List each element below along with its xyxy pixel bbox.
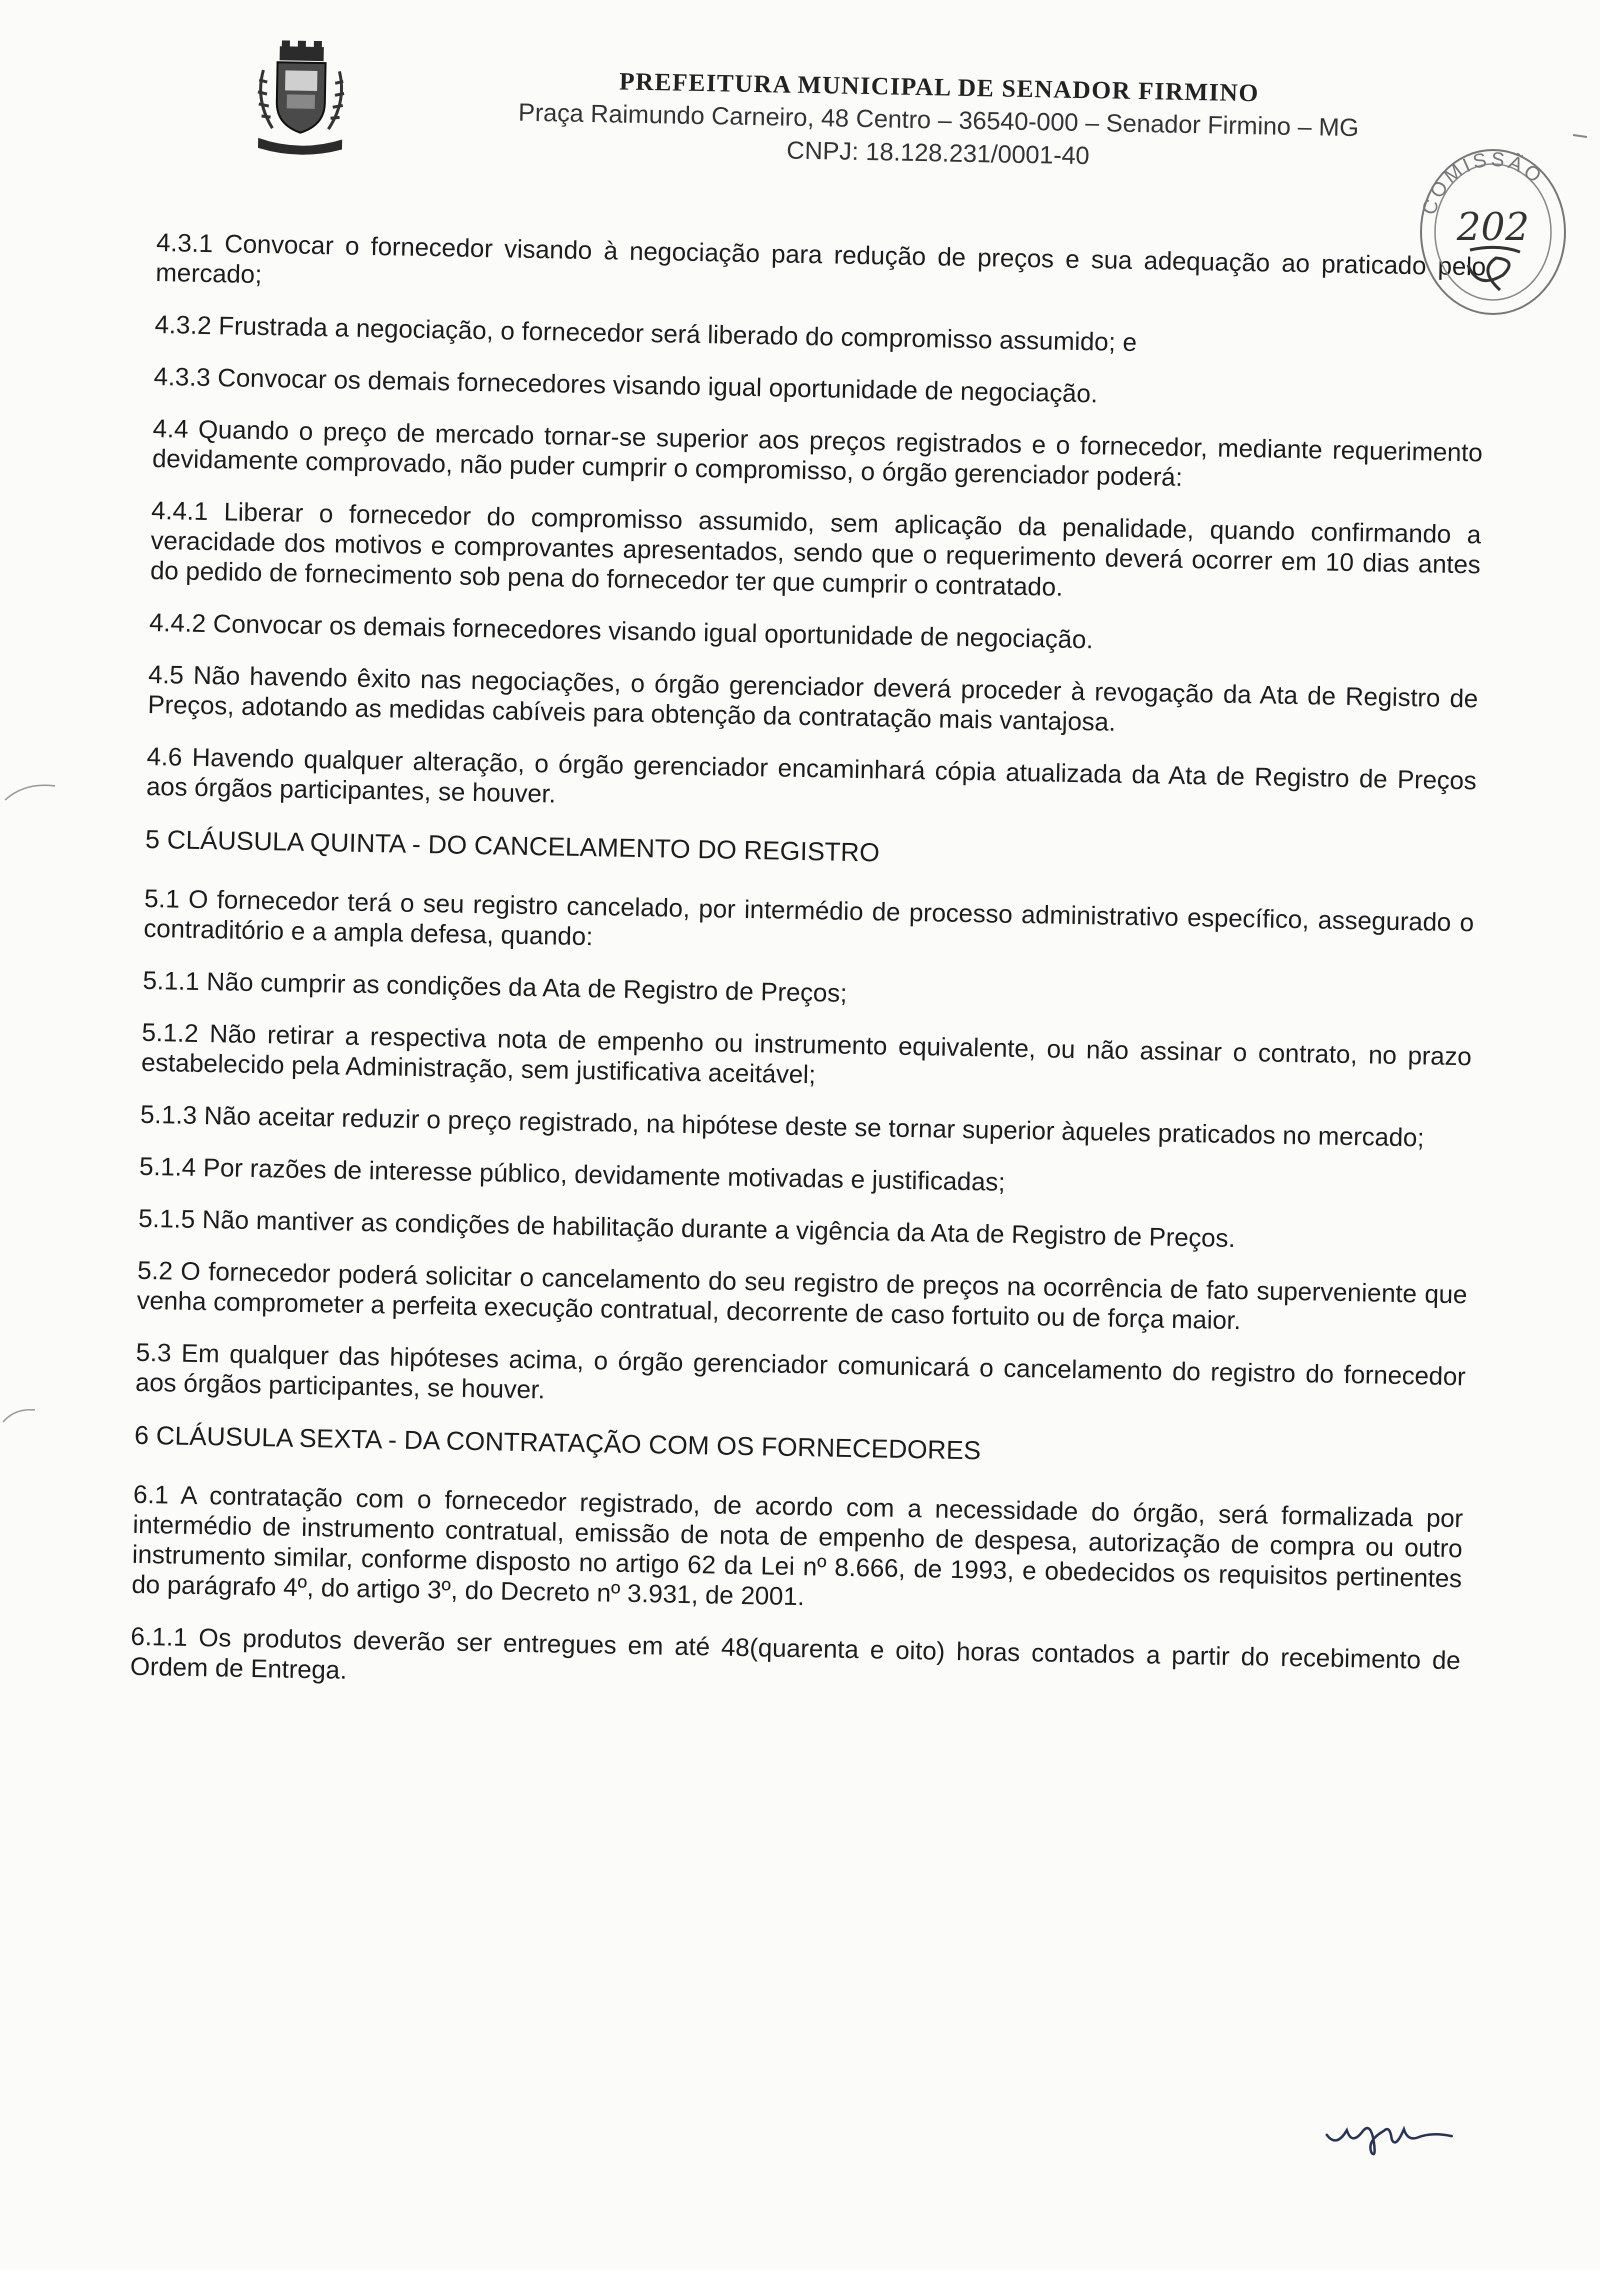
commission-stamp	[1408, 140, 1578, 325]
institution-cnpj: CNPJ: 18.128.231/0001-40	[786, 136, 1090, 171]
stamp-number: 202	[1456, 205, 1530, 249]
clause-paragraph: 4.5 Não havendo êxito nas negociações, o órgão gerenciador deverá proceder à revogação da Ata de Registro de Preços, adotando as medidas cabíveis para obtenção da contratação mais vantajosa.	[147, 660, 1479, 737]
section-heading: 6 CLÁUSULA SEXTA - DA CONTRATAÇÃO COM OS FORNECEDORES	[134, 1419, 982, 1466]
clause-paragraph: 4.6 Havendo qualquer alteração, o órgão gerenciador encaminhará cópia atualizada da Ata de Registro de Preços aos órgãos participantes, se houver.	[146, 742, 1477, 809]
institution-address: Praça Raimundo Carneiro, 48 Centro – 36540-000 – Senador Firmino – MG	[518, 98, 1360, 143]
clause-paragraph: 5.1.5 Não mantiver as condições de habilitação durante a vigência da Ata de Registro de Preços.	[138, 1204, 1236, 1253]
clause-paragraph: 5.1.1 Não cumprir as condições da Ata de Registro de Preços;	[142, 966, 848, 1008]
clause-paragraph: 5.1.3 Não aceitar reduzir o preço registrado, na hipótese deste se tornar superior àqueles praticados no mercado;	[140, 1100, 1425, 1153]
clause-paragraph: 6.1.1 Os produtos deverão ser entregues em até 48(quarenta e oito) horas contados a partir do recebimento de Ordem de Entrega.	[129, 1622, 1461, 1685]
clause-paragraph: 5.3 Em qualquer das hipóteses acima, o órgão gerenciador comunicará o cancelamento do registro do fornecedor aos órgãos participantes, se houver.	[135, 1338, 1466, 1405]
clause-paragraph: 4.4.2 Convocar os demais fornecedores visando igual oportunidade de negociação.	[149, 608, 1094, 655]
clause-paragraph: 5.1.4 Por razões de interesse público, devidamente motivadas e justificadas;	[139, 1152, 1006, 1197]
clause-paragraph: 4.3.2 Frustrada a negociação, o fornecedor será liberado do compromisso assumido; e	[154, 311, 1138, 358]
clause-paragraph: 4.3.1 Convocar o fornecedor visando à negociação para redução de preços e sua adequação ao praticado pelo mercado;	[155, 229, 1487, 289]
clause-paragraph: 5.2 O fornecedor poderá solicitar o cancelamento do seu registro de preços na ocorrência de fato superveniente que venha comprometer a perfeita execução contratual, decorrente de caso fortuito ou de força maior.	[136, 1256, 1468, 1336]
stamp-text: COMISSÃO	[1418, 148, 1548, 218]
clause-paragraph: 5.1.2 Não retirar a respectiva nota de empenho ou instrumento equivalente, ou não assinar o contrato, no prazo estabelecido pela Administração, sem justificativa aceitável;	[140, 1018, 1472, 1090]
section-heading: 5 CLÁUSULA QUINTA - DO CANCELAMENTO DO REGISTRO	[145, 823, 880, 868]
signature-icon	[1321, 2100, 1462, 2163]
clause-paragraph: 6.1 A contratação com o fornecedor registrado, de acordo com a necessidade do órgão, será formalizada por intermédio de instrumento contratual, emissão de nota de empenho de despesa, autorização de compra ou outro instrumento similar, conforme disposto no artigo 62 da Lei nº 8.666, de 1993, e obedecidos os requisitos pertinentes do parágrafo 4º, do artigo 3º, do Decreto nº 3.931, de 2001.	[131, 1480, 1464, 1612]
clause-paragraph: 4.4 Quando o preço de mercado tornar-se superior aos preços registrados e o fornecedor, mediante requerimento devidamente comprovado, não puder cumprir o compromisso, o órgão gerenciador poderá:	[152, 415, 1483, 492]
letterhead	[468, 66, 1410, 177]
clause-paragraph: 4.4.1 Liberar o fornecedor do compromisso assumido, sem aplicação da penalidade, quando confirmando a veracidade dos motivos e comprovantes apresentados, sendo que o requerimento deverá ocorrer em 10 dias antes do pedido de fornecimento sob pena do fornecedor ter que cumprir o contratado.	[149, 497, 1482, 602]
clause-paragraph: 4.3.3 Convocar os demais fornecedores visando igual oportunidade de negociação.	[153, 363, 1099, 409]
institution-title: PREFEITURA MUNICIPAL DE SENADOR FIRMINO	[619, 68, 1260, 108]
clause-paragraph: 5.1 O fornecedor terá o seu registro cancelado, por intermédio de processo administrativo específico, assegurado o contraditório e a ampla defesa, quando:	[143, 884, 1475, 952]
coat-of-arms-icon	[250, 40, 352, 160]
document-body	[129, 228, 1486, 1728]
